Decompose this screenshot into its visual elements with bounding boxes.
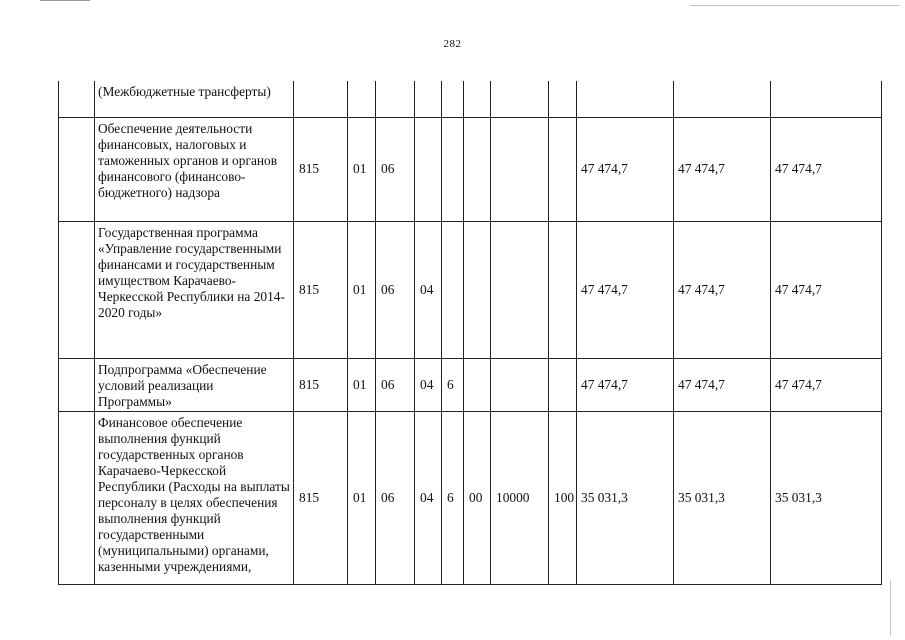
amount-3-cell (771, 81, 882, 117)
direction-code-cell: 00 (464, 411, 491, 584)
page-number: 282 (443, 38, 462, 50)
table-body (59, 81, 882, 584)
direction-code-cell (464, 358, 491, 411)
section-code-cell: 01 (348, 411, 376, 584)
amount-3-cell: 35 031,3 (771, 411, 882, 584)
type-code-cell (549, 358, 577, 411)
subsection-code-cell: 06 (376, 221, 415, 358)
subprogram-code-cell (442, 117, 464, 221)
direction-code-cell (464, 81, 491, 117)
table-row (59, 117, 882, 221)
type-code-cell (549, 81, 577, 117)
amount-2-cell: 35 031,3 (674, 411, 771, 584)
description-cell: Финансовое обеспечение выполнения функций государственных органов Карачаево-Черкесской Республики (Расходы на выплаты персоналу в целях обеспечения выполнения функций государственными (муниципальными) органами, казенными учреждениями, (95, 411, 294, 584)
amount-3-cell: 47 474,7 (771, 221, 882, 358)
description-cell: (Межбюджетные трансферты) (95, 81, 294, 117)
description-cell: Подпрограмма «Обеспечение условий реализации Программы» (95, 358, 294, 411)
description-cell: Обеспечение деятельности финансовых, налоговых и таможенных органов и органов финансового (финансово-бюджетного) надзора (95, 117, 294, 221)
description-cell: Государственная программа «Управление государственными финансами и государственным имуществом Карачаево-Черкесской Республики на 2014-2020 годы» (95, 221, 294, 358)
budget-table (58, 81, 882, 585)
subprogram-code-cell: 6 (442, 358, 464, 411)
direction-code-cell (464, 221, 491, 358)
program-code-cell: 04 (415, 358, 442, 411)
section-code-cell: 01 (348, 358, 376, 411)
expense-code-cell (491, 117, 549, 221)
subsection-code-cell: 06 (376, 411, 415, 584)
section-code-cell: 01 (348, 221, 376, 358)
subprogram-code-cell (442, 81, 464, 117)
row-number-cell (59, 81, 95, 117)
table-row (59, 358, 882, 411)
expense-code-cell: 10000 (491, 411, 549, 584)
type-code-cell (549, 221, 577, 358)
amount-2-cell: 47 474,7 (674, 221, 771, 358)
expense-code-cell (491, 221, 549, 358)
expense-code-cell (491, 358, 549, 411)
amount-2-cell: 47 474,7 (674, 358, 771, 411)
grbs-code-cell (294, 81, 348, 117)
program-code-cell: 04 (415, 221, 442, 358)
amount-3-cell: 47 474,7 (771, 358, 882, 411)
row-number-cell (59, 221, 95, 358)
expense-code-cell (491, 81, 549, 117)
program-code-cell: 04 (415, 411, 442, 584)
grbs-code-cell: 815 (294, 411, 348, 584)
program-code-cell (415, 81, 442, 117)
subsection-code-cell: 06 (376, 117, 415, 221)
amount-1-cell: 47 474,7 (577, 117, 674, 221)
row-number-cell (59, 117, 95, 221)
scan-mark-left (40, 0, 90, 1)
type-code-cell (549, 117, 577, 221)
subprogram-code-cell: 6 (442, 411, 464, 584)
table-row (59, 411, 882, 584)
table-row (59, 81, 882, 117)
program-code-cell (415, 117, 442, 221)
subsection-code-cell: 06 (376, 358, 415, 411)
amount-1-cell: 35 031,3 (577, 411, 674, 584)
amount-1-cell (577, 81, 674, 117)
grbs-code-cell: 815 (294, 221, 348, 358)
amount-2-cell: 47 474,7 (674, 117, 771, 221)
grbs-code-cell: 815 (294, 117, 348, 221)
table-row (59, 221, 882, 358)
amount-1-cell: 47 474,7 (577, 358, 674, 411)
amount-2-cell (674, 81, 771, 117)
amount-1-cell: 47 474,7 (577, 221, 674, 358)
subprogram-code-cell (442, 221, 464, 358)
row-number-cell (59, 358, 95, 411)
direction-code-cell (464, 117, 491, 221)
grbs-code-cell: 815 (294, 358, 348, 411)
type-code-cell: 100 (549, 411, 577, 584)
section-code-cell (348, 81, 376, 117)
scan-mark-edge (890, 580, 891, 636)
section-code-cell: 01 (348, 117, 376, 221)
row-number-cell (59, 411, 95, 584)
subsection-code-cell (376, 81, 415, 117)
amount-3-cell: 47 474,7 (771, 117, 882, 221)
scan-mark-right (690, 5, 900, 6)
